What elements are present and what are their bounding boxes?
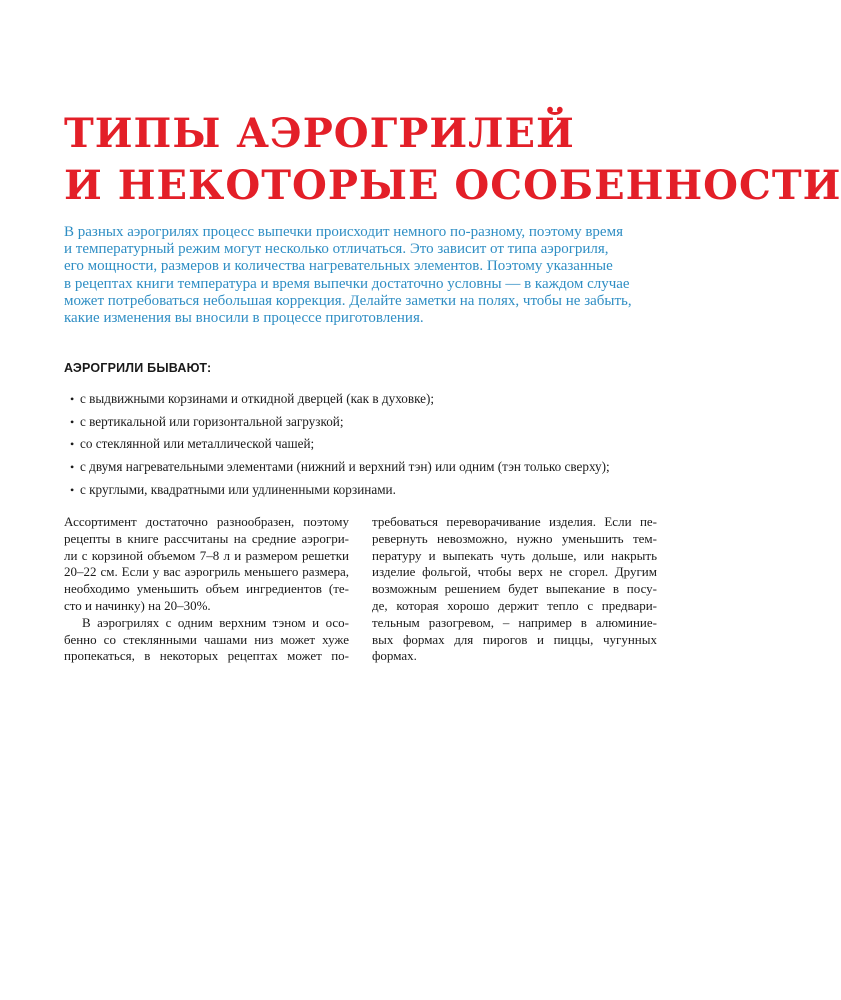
body-line: 20–22 см. Если у вас аэрогриль меньшего размера, — [64, 564, 349, 580]
body-line: необходимо уменьшить объем ингредиентов (те- — [64, 581, 349, 597]
intro-line: какие изменения вы вносили в процессе приготовления. — [64, 310, 424, 327]
bullet-icon: • — [70, 437, 75, 452]
body-line: пературу и выпекать чуть дольше, или накрыть — [372, 547, 657, 563]
intro-line: его мощности, размеров и количества нагревательных элементов. Поэтому указанные — [64, 258, 613, 275]
list-item-text: с вертикальной или горизонтальной загрузкой; — [80, 413, 344, 429]
bullet-icon: • — [70, 392, 75, 406]
types-list — [70, 390, 710, 503]
bullet-icon: • — [70, 482, 75, 497]
body-line: вых формах для пирогов и пиццы, чугунных — [372, 631, 657, 647]
page-title — [64, 108, 841, 212]
body-line: сто и начинку) на 20–30%. — [64, 597, 211, 613]
body-line: бенно со стеклянными чашами низ может хуже — [64, 631, 349, 647]
body-line: требоваться переворачивание изделия. Если пе- — [372, 514, 657, 529]
intro-line: и температурный режим могут несколько отличаться. Это зависит от типа аэрогриля, — [64, 241, 609, 258]
list-item-text: с выдвижными корзинами и откидной дверцей (как в духовке); — [80, 391, 435, 406]
body-line: рецепты в книге рассчитаны на средние аэрогри- — [64, 530, 349, 546]
body-line: В аэрогрилях с одним верхним тэном и осо- — [82, 614, 349, 630]
body-line: изделие фольгой, чтобы верх не сгорел. Другим — [372, 564, 657, 580]
title-line-2: И НЕКОТОРЫЕ ОСОБЕННОСТИ — [64, 162, 841, 209]
list-item — [70, 435, 710, 458]
body-column-left — [64, 514, 349, 665]
list-item-text: с круглыми, квадратными или удлиненными корзинами. — [80, 481, 396, 497]
body-line: пропекаться, в некоторых рецептах может по- — [64, 648, 349, 664]
list-item — [70, 458, 710, 481]
body-column-right — [372, 514, 657, 665]
title-line-1: ТИПЫ АЭРОГРИЛЕЙ — [64, 110, 575, 157]
body-line: ревернуть невозможно, нужно уменьшить тем- — [372, 530, 657, 546]
section-heading: АЭРОГРИЛИ БЫВАЮТ: — [64, 361, 212, 375]
body-line: Ассортимент достаточно разнообразен, поэтому — [64, 514, 349, 529]
body-line: ли с корзиной объемом 7–8 л и размером решетки — [64, 547, 349, 563]
body-line: тельным разогревом, – например в алюминие- — [372, 614, 657, 630]
list-item-text: со стеклянной или металлической чашей; — [80, 436, 315, 452]
bullet-icon: • — [70, 414, 75, 429]
body-line: формах. — [372, 648, 417, 664]
body-line: возможным решением будет выпекание в посу- — [372, 581, 657, 597]
intro-line: может потребоваться небольшая коррекция. Делайте заметки на полях, чтобы не забыть, — [64, 292, 632, 309]
list-item — [70, 481, 710, 504]
body-line: де, которая хорошо держит тепло с предвари- — [372, 597, 657, 613]
list-item — [70, 413, 710, 436]
intro-line: В разных аэрогрилях процесс выпечки происходит немного по-разному, поэтому время — [64, 224, 623, 240]
list-item — [70, 390, 710, 413]
intro-line: в рецептах книги температура и время выпечки достаточно условны — в каждом случае — [64, 275, 630, 292]
bullet-icon: • — [70, 460, 75, 475]
list-item-text: с двумя нагревательными элементами (нижний и верхний тэн) или одним (тэн только сверху); — [80, 459, 610, 475]
intro-paragraph — [64, 224, 704, 327]
